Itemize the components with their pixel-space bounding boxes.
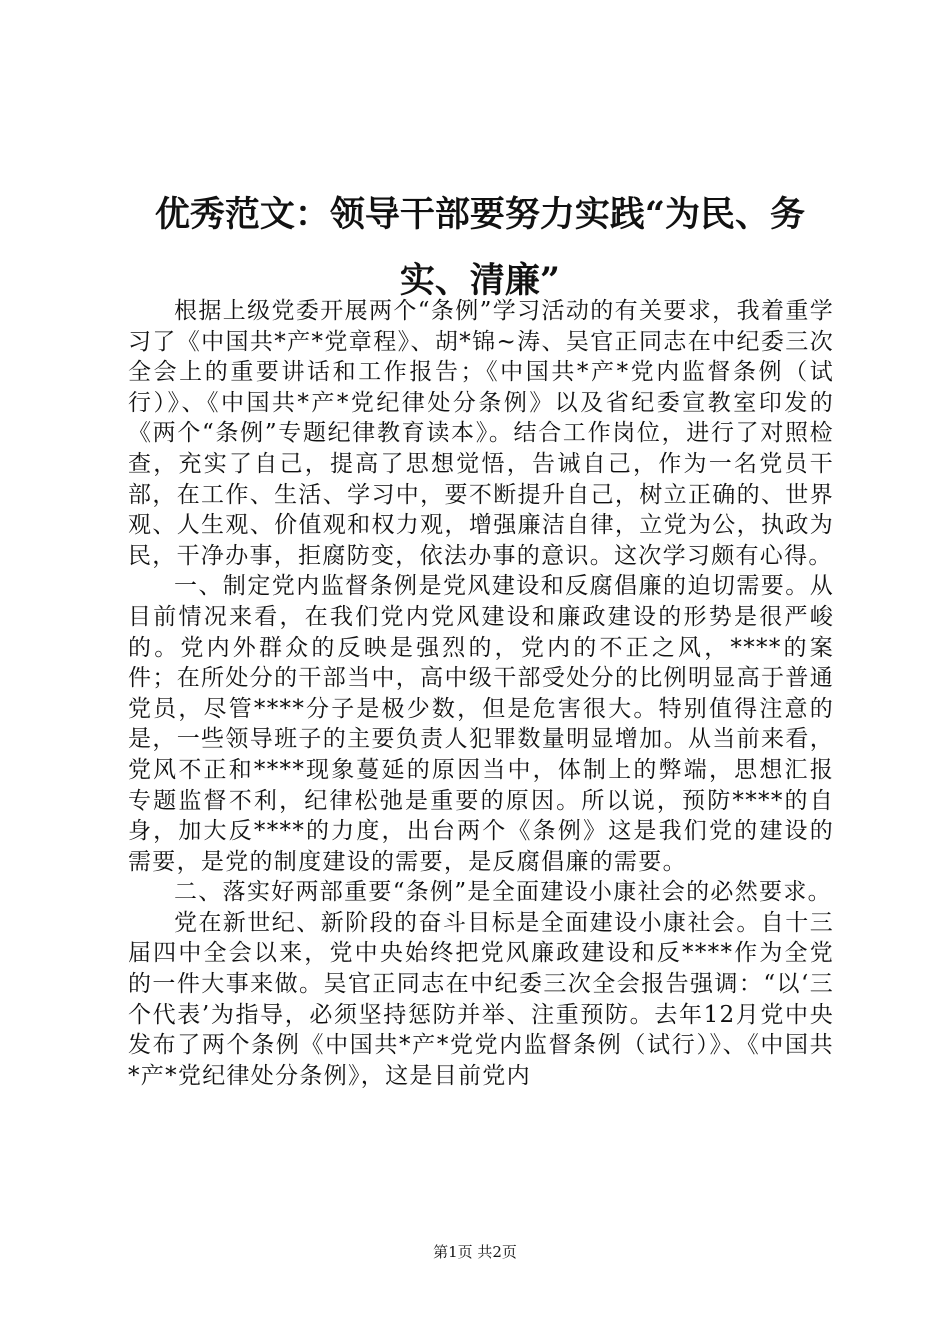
page-footer: 第1页 共2页 — [433, 1243, 517, 1261]
document-body — [128, 296, 834, 1091]
body-paragraph: 根据上级党委开展两个“条例”学习活动的有关要求，我着重学习了《中国共*产*党章程》、胡*锦~涛、吴官正同志在中纪委三次全会上的重要讲话和工作报告；《中国共*产*党内监督条例（试行）》、《中国共*产*党纪律处分条例》以及省纪委宣教室印发的《两个“条例”专题纪律教育读本》。结合工作岗位，进行了对照检查，充实了自己，提高了思想觉悟，告诫自己，作为一名党员干部，在工作、生活、学习中，要不断提升自己，树立正确的、世界观、人生观、价值观和权力观，增强廉洁自律，立党为公，执政为民，干净办事，拒腐防变，依法办事的意识。这次学习颇有心得。 — [128, 298, 834, 569]
body-paragraph: 一、制定党内监督条例是党风建设和反腐倡廉的迫切需要。从目前情况来看，在我们党内党风建设和廉政建设的形势是很严峻的。党内外群众的反映是强烈的，党内的不正之风，****的案件；在所处分的干部当中，高中级干部受处分的比例明显高于普通党员，尽管****分子是极少数，但是危害很大。特别值得注意的是，一些领导班子的主要负责人犯罪数量明显增加。从当前来看，党风不正和****现象蔓延的原因当中，体制上的弊端，思想汇报专题监督不利，纪律松弛是重要的原因。所以说，预防****的自身，加大反****的力度，出台两个《条例》这是我们党的建设的需要，是党的制度建设的需要，是反腐倡廉的需要。 — [128, 573, 834, 875]
page-title: 优秀范文：领导干部要努力实践“为民、务实、清廉” — [154, 194, 806, 301]
body-paragraph: 二、落实好两部重要“条例”是全面建设小康社会的必然要求。 — [174, 879, 832, 906]
body-paragraph: 党在新世纪、新阶段的奋斗目标是全面建设小康社会。自十三届四中全会以来，党中央始终把党风廉政建设和反****作为全党的一件大事来做。吴官正同志在中纪委三次全会报告强调：“以‘三个代表’为指导，必须坚持惩防并举、注重预防。去年12月党中央发布了两个条例《中国共*产*党党内监督条例（试行）》、《中国共*产*党纪律处分条例》，这是目前党内 — [128, 909, 834, 1089]
